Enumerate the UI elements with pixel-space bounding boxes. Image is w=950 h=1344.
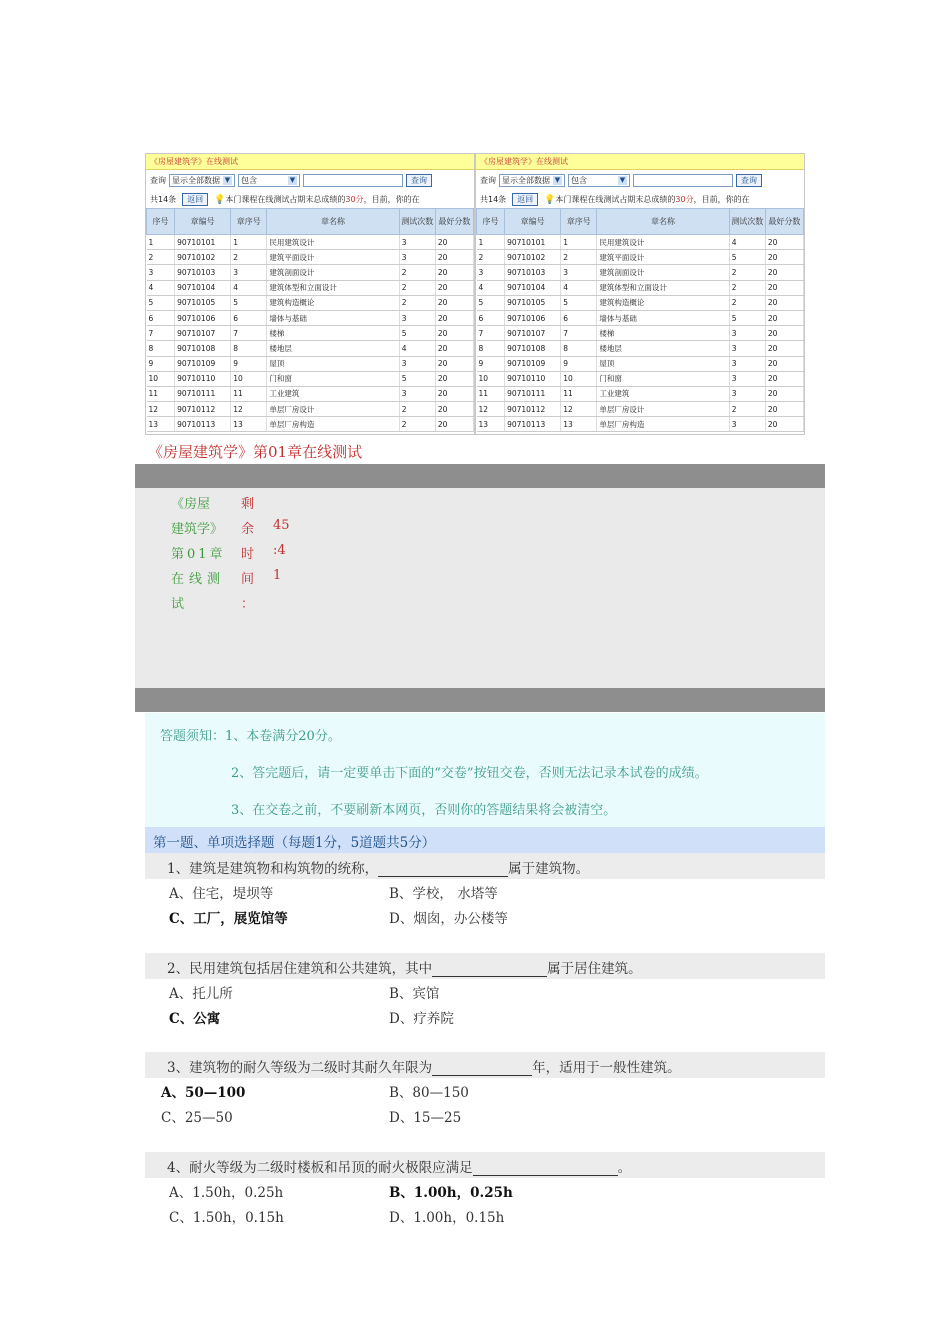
chapter-list-panel-right	[475, 153, 805, 435]
table-cell: 20	[765, 341, 803, 356]
table-cell: 20	[765, 310, 803, 325]
table-cell: 9	[231, 356, 267, 371]
query-bar	[146, 170, 474, 190]
timer-label-char-2: 余	[241, 522, 255, 537]
table-cell: 6	[561, 310, 597, 325]
table-cell: 5	[147, 295, 175, 310]
table-cell: 楼梯	[267, 326, 399, 341]
option-d[interactable]: D、疗养院	[389, 1011, 454, 1027]
table-cell: 20	[765, 356, 803, 371]
table-cell: 2	[477, 250, 505, 265]
table-cell: 2	[729, 265, 765, 280]
answer-blank	[378, 863, 508, 877]
answer-blank	[473, 1162, 618, 1176]
table-cell: 1	[561, 235, 597, 250]
query-label: 查询	[480, 175, 496, 185]
table-cell: 3	[729, 341, 765, 356]
table-row[interactable]	[477, 386, 804, 401]
table-cell: 2	[399, 417, 435, 432]
column-header: 最好分数	[765, 209, 803, 235]
table-cell: 90710108	[505, 341, 561, 356]
option-a[interactable]: A、住宅，堤坝等	[169, 886, 274, 902]
table-cell: 20	[435, 326, 473, 341]
table-cell: 8	[477, 341, 505, 356]
table-row[interactable]	[147, 402, 474, 417]
table-cell: 90710113	[175, 417, 231, 432]
table-cell: 6	[231, 310, 267, 325]
match-select[interactable]	[568, 174, 630, 187]
table-cell: 20	[435, 295, 473, 310]
table-cell: 90710106	[175, 310, 231, 325]
table-cell: 20	[765, 417, 803, 432]
option-b[interactable]: B、学校， 水塔等	[389, 886, 498, 902]
table-cell: 4	[147, 280, 175, 295]
lightbulb-icon: 💡	[214, 194, 226, 205]
notice-post: ，目前，你的在	[693, 194, 750, 204]
question-stem-pre: 1、建筑是建筑物和构筑物的统称，	[167, 861, 379, 877]
chevron-down-icon: ▼	[224, 175, 231, 184]
table-cell: 1	[147, 235, 175, 250]
notice-line-3: 3、在交卷之前，不要刷新本网页，否则你的答题结果将会被清空。	[231, 803, 617, 818]
table-cell: 2	[729, 402, 765, 417]
table-cell: 4	[561, 280, 597, 295]
table-cell: 墙体与基础	[597, 310, 729, 325]
option-d[interactable]: D、15—25	[389, 1110, 462, 1126]
table-cell: 2	[399, 265, 435, 280]
column-header: 最好分数	[435, 209, 473, 235]
table-row[interactable]	[477, 326, 804, 341]
option-c[interactable]: C、公寓	[169, 1011, 221, 1027]
chapter-list-panel-left	[145, 153, 475, 435]
table-header-row	[147, 209, 474, 235]
query-bar	[476, 170, 804, 190]
column-header: 序号	[477, 209, 505, 235]
table-cell: 12	[147, 402, 175, 417]
table-row[interactable]	[477, 402, 804, 417]
test-name-line-2: 建筑学》	[171, 522, 224, 537]
question-stem-pre: 2、民用建筑包括居住建筑和公共建筑，其中	[167, 961, 433, 977]
table-cell: 7	[561, 326, 597, 341]
table-row[interactable]	[147, 265, 474, 280]
table-row[interactable]	[147, 386, 474, 401]
timer-value-extra: 1	[273, 568, 282, 583]
question-stem-post: 年，适用于一般性建筑。	[532, 1060, 681, 1076]
table-cell: 5	[399, 371, 435, 386]
notice-line-2: 2、答完题后，请一定要单击下面的“交卷”按钮交卷，否则无法记录本试卷的成绩。	[231, 766, 708, 781]
table-cell: 4	[477, 280, 505, 295]
match-select[interactable]	[238, 174, 300, 187]
table-row[interactable]	[147, 371, 474, 386]
table-row[interactable]	[477, 295, 804, 310]
notice-text	[214, 194, 419, 205]
question-stem	[145, 1152, 825, 1178]
table-cell: 楼梯	[597, 326, 729, 341]
table-cell: 工业建筑	[267, 386, 399, 401]
table-cell: 5	[561, 295, 597, 310]
table-cell: 9	[561, 356, 597, 371]
question-stem-post: 属于居住建筑。	[547, 961, 642, 977]
table-cell: 20	[435, 235, 473, 250]
table-cell: 2	[147, 250, 175, 265]
table-row[interactable]	[147, 250, 474, 265]
table-cell: 90710102	[175, 250, 231, 265]
table-cell: 5	[729, 310, 765, 325]
table-cell: 建筑剖面设计	[267, 265, 399, 280]
option-b[interactable]: B、宾馆	[389, 986, 440, 1002]
answer-notice	[145, 713, 825, 827]
table-cell: 建筑体型和立面设计	[267, 280, 399, 295]
table-cell: 13	[231, 417, 267, 432]
timer-value-seconds: :4	[273, 543, 286, 558]
table-cell: 90710101	[505, 235, 561, 250]
option-c[interactable]: C、25—50	[161, 1110, 233, 1126]
question-stem	[145, 1052, 825, 1078]
filter-select-value: 显示全部数据	[502, 175, 550, 185]
table-cell: 屋顶	[267, 356, 399, 371]
column-header: 章名称	[267, 209, 399, 235]
header-bar	[135, 464, 825, 488]
option-c[interactable]: C、1.50h，0.15h	[169, 1210, 284, 1226]
table-cell: 20	[765, 386, 803, 401]
table-cell: 民用建筑设计	[267, 235, 399, 250]
table-cell: 6	[477, 310, 505, 325]
table-cell: 3	[399, 356, 435, 371]
table-cell: 12	[561, 402, 597, 417]
footer-bar	[135, 688, 825, 712]
test-name-line-4: 在线测	[171, 572, 226, 587]
table-cell: 90710103	[505, 265, 561, 280]
record-count: 共14条	[150, 194, 177, 204]
table-body	[147, 235, 474, 432]
table-cell: 3	[231, 265, 267, 280]
test-name-line-3: 第01章	[171, 547, 226, 562]
table-cell: 20	[765, 402, 803, 417]
query-label: 查询	[150, 175, 166, 185]
query-input[interactable]	[633, 174, 733, 187]
notice-pre: 本门课程在线测试占期末总成绩的	[225, 194, 346, 204]
option-d[interactable]: D、烟囱，办公楼等	[389, 911, 508, 927]
table-cell: 8	[231, 341, 267, 356]
table-row[interactable]	[477, 417, 804, 432]
table-cell: 90710101	[175, 235, 231, 250]
table-cell: 12	[477, 402, 505, 417]
table-cell: 屋顶	[597, 356, 729, 371]
test-name-line-1: 《房屋	[171, 497, 211, 512]
table-cell: 3	[399, 250, 435, 265]
table-cell: 13	[561, 417, 597, 432]
column-header: 章名称	[597, 209, 729, 235]
question-stem-post: 属于建筑物。	[508, 861, 590, 877]
lightbulb-icon: 💡	[544, 194, 556, 205]
table-cell: 单层厂房构造	[267, 417, 399, 432]
table-cell: 11	[231, 386, 267, 401]
table-cell: 90710108	[175, 341, 231, 356]
table-cell: 20	[435, 310, 473, 325]
table-cell: 5	[399, 326, 435, 341]
info-bar	[146, 190, 474, 208]
option-a[interactable]: A、托儿所	[169, 986, 233, 1002]
table-cell: 3	[399, 386, 435, 401]
record-count: 共14条	[480, 194, 507, 204]
table-cell: 11	[561, 386, 597, 401]
table-cell: 90710109	[505, 356, 561, 371]
table-row[interactable]	[477, 280, 804, 295]
table-cell: 90710109	[175, 356, 231, 371]
table-cell: 11	[147, 386, 175, 401]
table-cell: 5	[477, 295, 505, 310]
notice-line-1: 答题须知：1、本卷满分20分。	[160, 729, 341, 744]
section-header: 第一题、单项选择题（每题1分，5道题共5分）	[145, 827, 825, 853]
table-cell: 3	[147, 265, 175, 280]
table-cell: 90710112	[175, 402, 231, 417]
back-button[interactable]: 返回	[182, 193, 208, 206]
table-cell: 9	[477, 356, 505, 371]
table-row[interactable]	[147, 356, 474, 371]
table-cell: 7	[147, 326, 175, 341]
table-cell: 5	[231, 295, 267, 310]
question-area	[145, 853, 825, 1227]
table-row[interactable]	[147, 280, 474, 295]
table-cell: 单层厂房设计	[597, 402, 729, 417]
table-cell: 6	[147, 310, 175, 325]
table-cell: 13	[147, 417, 175, 432]
timer-area	[135, 488, 825, 688]
timer-label-char-1: 剩	[241, 497, 255, 512]
back-button[interactable]: 返回	[512, 193, 538, 206]
filter-select[interactable]	[169, 174, 235, 187]
table-cell: 建筑构造概论	[597, 295, 729, 310]
notice-highlight: 30分	[675, 194, 694, 204]
table-cell: 10	[561, 371, 597, 386]
panel-title: 《房屋建筑学》在线测试	[146, 154, 474, 170]
table-cell: 90710107	[505, 326, 561, 341]
table-cell: 90710103	[175, 265, 231, 280]
table-cell: 20	[765, 371, 803, 386]
table-row[interactable]	[147, 310, 474, 325]
filter-select[interactable]	[499, 174, 565, 187]
question-stem	[145, 953, 825, 979]
table-cell: 3	[399, 310, 435, 325]
table-cell: 3	[729, 356, 765, 371]
timer-label-char-4: 间	[241, 572, 255, 587]
table-cell: 5	[729, 250, 765, 265]
question-stem-pre: 4、耐火等级为二级时楼板和吊顶的耐火极限应满足	[167, 1160, 473, 1176]
table-cell: 8	[561, 341, 597, 356]
table-cell: 3	[729, 417, 765, 432]
chevron-down-icon: ▼	[619, 175, 626, 184]
match-select-value: 包含	[241, 175, 257, 185]
table-cell: 20	[765, 280, 803, 295]
info-bar	[476, 190, 804, 208]
table-cell: 10	[477, 371, 505, 386]
notice-text	[544, 194, 749, 205]
table-cell: 20	[435, 417, 473, 432]
table-cell: 3	[729, 326, 765, 341]
table-cell: 8	[147, 341, 175, 356]
table-cell: 20	[765, 326, 803, 341]
table-cell: 民用建筑设计	[597, 235, 729, 250]
table-cell: 墙体与基础	[267, 310, 399, 325]
table-cell: 建筑平面设计	[267, 250, 399, 265]
table-header-row	[477, 209, 804, 235]
table-cell: 单层厂房设计	[267, 402, 399, 417]
table-cell: 20	[435, 371, 473, 386]
table-cell: 1	[231, 235, 267, 250]
table-cell: 20	[765, 265, 803, 280]
table-row[interactable]	[147, 235, 474, 250]
question-stem-post: 。	[617, 1160, 632, 1176]
table-cell: 13	[477, 417, 505, 432]
table-cell: 90710105	[505, 295, 561, 310]
table-cell: 建筑构造概论	[267, 295, 399, 310]
table-cell: 20	[765, 295, 803, 310]
query-button[interactable]: 查询	[736, 174, 762, 187]
filter-select-value: 显示全部数据	[172, 175, 220, 185]
notice-post: ，目前，你的在	[363, 194, 420, 204]
table-cell: 3	[729, 371, 765, 386]
column-header: 序号	[147, 209, 175, 235]
table-cell: 建筑剖面设计	[597, 265, 729, 280]
table-cell: 90710102	[505, 250, 561, 265]
table-cell: 3	[729, 386, 765, 401]
panel-title: 《房屋建筑学》在线测试	[476, 154, 804, 170]
table-cell: 门和窗	[267, 371, 399, 386]
table-cell: 单层厂房构造	[597, 417, 729, 432]
timer-label-char-5: ：	[241, 597, 255, 612]
column-header: 章编号	[505, 209, 561, 235]
column-header: 测试次数	[399, 209, 435, 235]
table-cell: 90710106	[505, 310, 561, 325]
column-header: 章序号	[561, 209, 597, 235]
table-cell: 楼地层	[267, 341, 399, 356]
match-select-value: 包含	[571, 175, 587, 185]
table-cell: 90710111	[505, 386, 561, 401]
option-c[interactable]: C、工厂，展览馆等	[169, 911, 288, 927]
table-cell: 20	[435, 265, 473, 280]
question-stem-pre: 3、建筑物的耐久等级为二级时其耐久年限为	[167, 1060, 433, 1076]
table-cell: 20	[435, 402, 473, 417]
table-cell: 90710112	[505, 402, 561, 417]
table-row[interactable]	[477, 235, 804, 250]
table-cell: 90710104	[175, 280, 231, 295]
table-cell: 10	[147, 371, 175, 386]
notice-highlight: 30分	[345, 194, 364, 204]
table-cell: 2	[729, 280, 765, 295]
timer-value-minutes: 45	[273, 518, 290, 533]
table-cell: 20	[435, 280, 473, 295]
table-cell: 20	[765, 250, 803, 265]
table-cell: 2	[399, 295, 435, 310]
table-cell: 20	[435, 356, 473, 371]
timer-label-char-3: 时	[241, 547, 255, 562]
table-row[interactable]	[477, 356, 804, 371]
table-cell: 楼地层	[597, 341, 729, 356]
table-row[interactable]	[477, 341, 804, 356]
option-d[interactable]: D、1.00h，0.15h	[389, 1210, 505, 1226]
table-cell: 2	[231, 250, 267, 265]
query-button[interactable]: 查询	[406, 174, 432, 187]
query-input[interactable]	[303, 174, 403, 187]
table-row[interactable]	[477, 265, 804, 280]
notice-pre: 本门课程在线测试占期末总成绩的	[555, 194, 676, 204]
test-name-line-5: 试	[171, 597, 185, 612]
table-cell: 4	[231, 280, 267, 295]
chapter-table	[146, 208, 474, 432]
table-row[interactable]	[147, 326, 474, 341]
table-cell: 11	[477, 386, 505, 401]
table-cell: 10	[231, 371, 267, 386]
table-cell: 4	[399, 341, 435, 356]
table-cell: 90710107	[175, 326, 231, 341]
table-cell: 建筑平面设计	[597, 250, 729, 265]
table-cell: 1	[477, 235, 505, 250]
option-b[interactable]: B、1.00h，0.25h	[389, 1185, 513, 1201]
table-row[interactable]	[147, 417, 474, 432]
table-cell: 2	[399, 280, 435, 295]
table-cell: 20	[435, 341, 473, 356]
table-cell: 20	[435, 250, 473, 265]
table-row[interactable]	[147, 341, 474, 356]
column-header: 章序号	[231, 209, 267, 235]
option-b[interactable]: B、80—150	[389, 1085, 469, 1101]
table-cell: 90710110	[175, 371, 231, 386]
answer-blank	[432, 963, 547, 977]
table-body	[477, 235, 804, 432]
table-row[interactable]	[477, 310, 804, 325]
chapter-table	[476, 208, 804, 432]
column-header: 章编号	[175, 209, 231, 235]
answer-blank	[432, 1062, 532, 1076]
table-cell: 90710111	[175, 386, 231, 401]
table-row[interactable]	[477, 250, 804, 265]
table-cell: 90710113	[505, 417, 561, 432]
table-cell: 12	[231, 402, 267, 417]
table-cell: 门和窗	[597, 371, 729, 386]
option-a[interactable]: A、50—100	[161, 1085, 246, 1101]
column-header: 测试次数	[729, 209, 765, 235]
test-title: 《房屋建筑学》第01章在线测试	[148, 443, 363, 461]
table-cell: 4	[729, 235, 765, 250]
table-cell: 20	[435, 386, 473, 401]
table-cell: 3	[399, 235, 435, 250]
table-cell: 建筑体型和立面设计	[597, 280, 729, 295]
table-cell: 90710110	[505, 371, 561, 386]
table-cell: 7	[477, 326, 505, 341]
table-cell: 90710105	[175, 295, 231, 310]
table-cell: 工业建筑	[597, 386, 729, 401]
question-stem	[145, 853, 825, 879]
option-a[interactable]: A、1.50h，0.25h	[169, 1185, 284, 1201]
table-row[interactable]	[147, 295, 474, 310]
table-cell: 90710104	[505, 280, 561, 295]
chevron-down-icon: ▼	[554, 175, 561, 184]
table-cell: 3	[561, 265, 597, 280]
table-row[interactable]	[477, 371, 804, 386]
table-cell: 7	[231, 326, 267, 341]
table-cell: 2	[399, 402, 435, 417]
table-cell: 20	[765, 235, 803, 250]
chevron-down-icon: ▼	[289, 175, 296, 184]
table-cell: 2	[561, 250, 597, 265]
table-cell: 2	[729, 295, 765, 310]
table-cell: 3	[477, 265, 505, 280]
table-cell: 9	[147, 356, 175, 371]
